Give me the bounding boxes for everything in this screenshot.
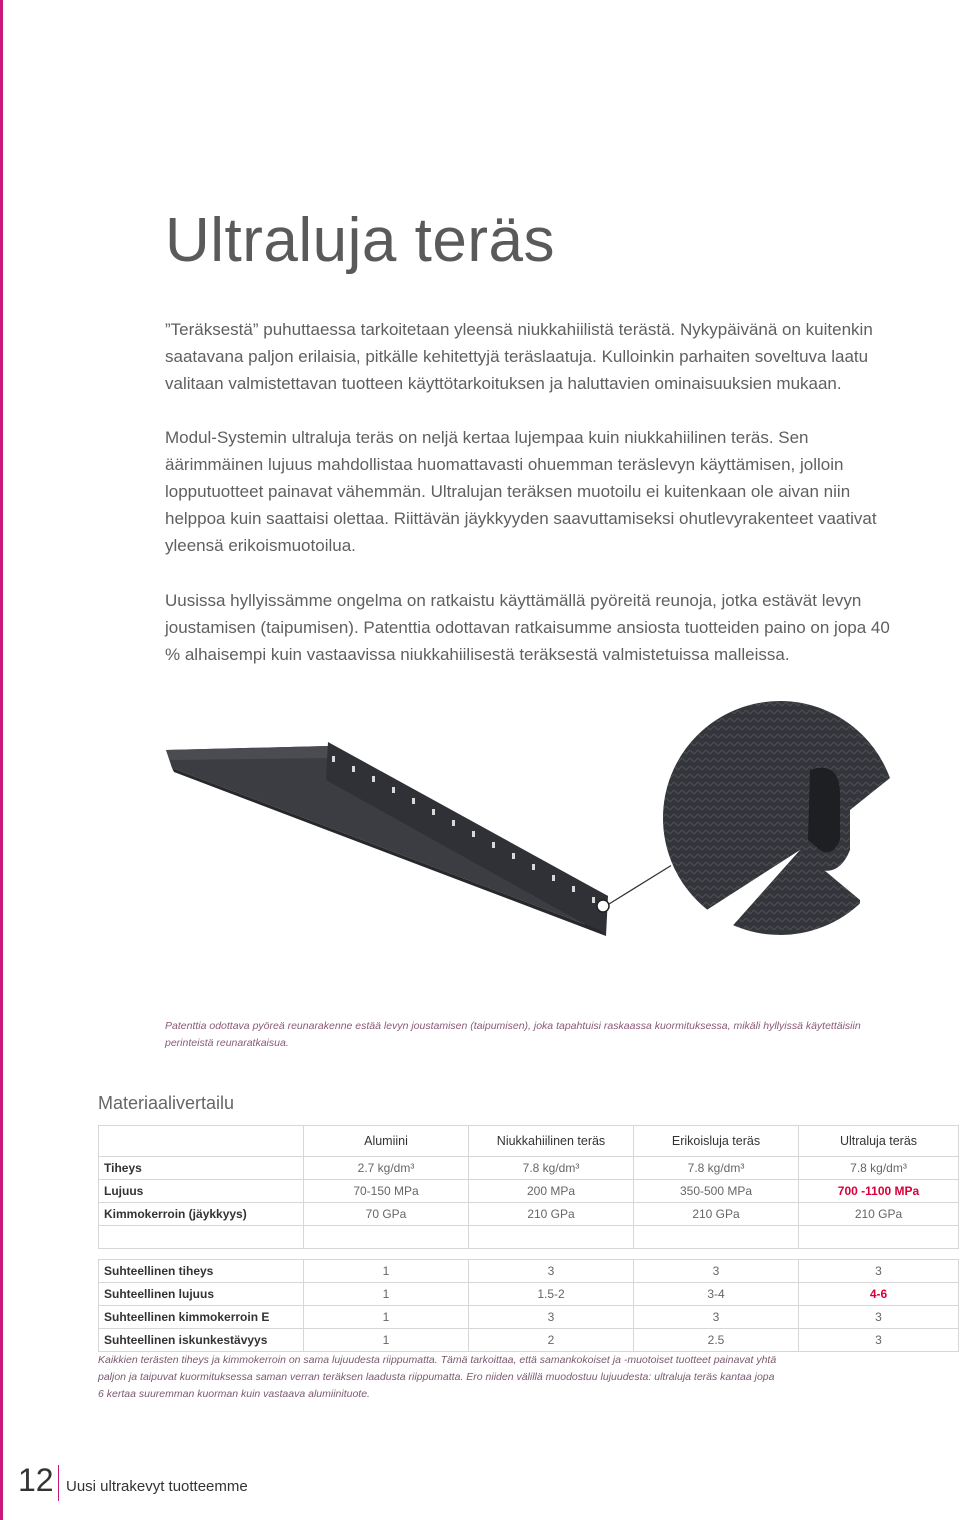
- row-label: Suhteellinen kimmokerroin E: [99, 1306, 304, 1329]
- page-edge-accent: [0, 0, 3, 1520]
- table-cell: 210 GPa: [634, 1203, 799, 1226]
- table-cell: 200 MPa: [469, 1180, 634, 1203]
- table-cell: 3: [799, 1260, 959, 1283]
- table-cell: 3: [469, 1260, 634, 1283]
- table-row: [99, 1283, 959, 1306]
- table-cell: 1.5-2: [469, 1283, 634, 1306]
- table-cell: 3: [469, 1306, 634, 1329]
- shelf-paragraph: Uusissa hyllyissämme ongelma on ratkaistu käyttämällä pyöreitä reunoja, jotka estävät levyn joustamisen (taipumisen). Patenttia odottavan ratkaisumme ansiosta tuotteiden paino on jopa 40 % alhaisempi kuin vastaavissa niukkahiilisestä teräksestä valmistetuissa malleissa.: [165, 591, 890, 664]
- table-cell: 2: [469, 1329, 634, 1352]
- header-cell: Ultraluja teräs: [799, 1126, 959, 1157]
- table-cell: 3: [799, 1329, 959, 1352]
- table-row: [99, 1203, 959, 1226]
- table-cell: 3: [799, 1306, 959, 1329]
- table-cell: 1: [304, 1306, 469, 1329]
- page-number: 12: [18, 1462, 54, 1498]
- row-label: Lujuus: [99, 1180, 304, 1203]
- page-title: Ultraluja teräs: [165, 206, 555, 275]
- row-label: Tiheys: [99, 1157, 304, 1180]
- table-cell: 3: [634, 1260, 799, 1283]
- table-cell: 1: [304, 1329, 469, 1352]
- table-cell: 1: [304, 1260, 469, 1283]
- row-label: Suhteellinen lujuus: [99, 1283, 304, 1306]
- header-cell: Niukkahiilinen teräs: [469, 1126, 634, 1157]
- table-row: [99, 1260, 959, 1283]
- table-cell: 70 GPa: [304, 1203, 469, 1226]
- table-footnote: Kaikkien terästen tiheys ja kimmokerroin on sama lujuudesta riippumatta. Tämä tarkoittaa, että samankokoiset ja -muotoiset tuotteet painavat yhtä paljon ja taipuvat kuormituksessa saman verran teräksen laadusta riippumatta. Ero niiden välillä muodostuu lujuudesta: ultraluja teräs kantaa jopa 6 kertaa suuremman kuorman kuin vastaava alumiinituote.: [98, 1354, 777, 1400]
- callout-line: [609, 860, 680, 904]
- row-label: Kimmokerroin (jäykkyys): [99, 1203, 304, 1226]
- header-cell: [99, 1126, 304, 1157]
- table-header-row: [99, 1126, 959, 1157]
- row-label: Suhteellinen tiheys: [99, 1260, 304, 1283]
- table-cell: 350-500 MPa: [634, 1180, 799, 1203]
- table-spacer-row: [99, 1226, 959, 1249]
- row-label: Suhteellinen iskunkestävyys: [99, 1329, 304, 1352]
- intro-paragraph: ”Teräksestä” puhuttaessa tarkoitetaan yleensä niukkahiilistä terästä. Nykypäivänä on kuitenkin saatavana paljon erilaisia, pitkälle kehitettyjä teräslaatuja. Kulloinkin parhaiten soveltuva laatu valitaan valmistettavan tuotteen käyttötarkoituksen ja haluttavien ominaisuuksien mukaan.: [165, 320, 873, 393]
- table-cell: 7.8 kg/dm³: [634, 1157, 799, 1180]
- strength-paragraph: Modul-Systemin ultraluja teräs on neljä kertaa lujempaa kuin niukkahiilinen teräs. Sen äärimmäinen lujuus mahdollistaa huomattavasti ohuemman teräslevyn käyttämisen, jolloin lopputuotteet painavat vähemmän. Ultralujan teräksen muotoilu ei kuitenkaan ole aivan niin helppoa kuin saattaisi olettaa. Riittävän jäykkyyden saavuttamiseksi ohutlevyrakenteet vaativat yleensä erikoismuotoilua.: [165, 428, 877, 555]
- table-cell-highlight: 4-6: [799, 1283, 959, 1306]
- table-cell: 7.8 kg/dm³: [799, 1157, 959, 1180]
- running-title: Uusi ultrakevyt tuotteemme: [66, 1478, 248, 1495]
- figure-caption: Patenttia odottava pyöreä reunarakenne estää levyn joustamisen (taipumisen), joka tapahtuisi raskaassa kuormituksessa, mikäli hyllyissä käytettäisiin perinteistä reunaratkaisua.: [165, 1020, 861, 1049]
- table-cell: 210 GPa: [799, 1203, 959, 1226]
- table-cell: 1: [304, 1283, 469, 1306]
- table-cell: 70-150 MPa: [304, 1180, 469, 1203]
- table-cell: 210 GPa: [469, 1203, 634, 1226]
- header-cell: Erikoisluja teräs: [634, 1126, 799, 1157]
- footer-divider: [58, 1465, 59, 1501]
- table-cell: 3-4: [634, 1283, 799, 1306]
- table-cell: 2.5: [634, 1329, 799, 1352]
- table-row: [99, 1157, 959, 1180]
- table-row: [99, 1306, 959, 1329]
- table-cell-highlight: 700 -1100 MPa: [799, 1180, 959, 1203]
- table-row: [99, 1329, 959, 1352]
- shelf-tray: [166, 742, 609, 936]
- shelf-illustration: [160, 700, 900, 990]
- table-title: Materiaalivertailu: [98, 1093, 235, 1113]
- table-cell: 7.8 kg/dm³: [469, 1157, 634, 1180]
- table-cell: 3: [634, 1306, 799, 1329]
- table-cell: 2.7 kg/dm³: [304, 1157, 469, 1180]
- table-row: [99, 1180, 959, 1203]
- header-cell: Alumiini: [304, 1126, 469, 1157]
- table-divider: [99, 1249, 959, 1260]
- material-comparison-table: [98, 1125, 959, 1352]
